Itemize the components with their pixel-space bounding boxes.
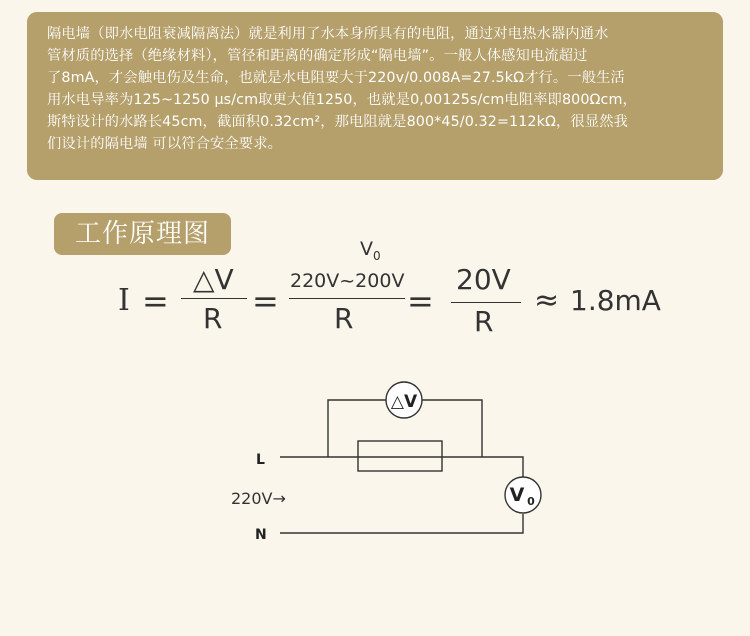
v0-meter-subscript: 0 — [527, 495, 535, 508]
current-symbol: I — [118, 283, 130, 318]
approx-sign: ≈ — [534, 283, 560, 318]
section-title: 工作原理图 — [54, 213, 231, 255]
description-line: 斯特设计的水路长45cm，截面积0.32cm²，那电阻就是800*45/0.32=112kΩ，很显然我 — [47, 114, 629, 130]
resistor-symbol — [358, 441, 442, 471]
neutral-terminal-label: N — [255, 527, 267, 543]
fraction-3-denominator: R — [474, 305, 494, 338]
v0-label: $V_0$ — [360, 238, 381, 263]
v0-meter-label: V — [509, 484, 525, 506]
description-line: 了8mA，才会触电伤及生命，也就是水电阻要大于220v/0.008A=27.5kΩ才行。一般生活 — [47, 70, 625, 86]
v0-subscript: 0 — [373, 248, 381, 263]
wire-bypass-right — [422, 400, 482, 457]
equals-sign-1: = — [142, 282, 169, 320]
description-line: 隔电墙（即水电阻衰减隔离法）就是利用了水本身所具有的电阻，通过对电热水器内通水 — [47, 26, 609, 42]
supply-voltage-label: 220V→ — [231, 489, 286, 508]
live-terminal-label: L — [256, 452, 265, 468]
description-line: 们设计的隔电墙 可以符合安全要求。 — [47, 136, 282, 152]
fraction-2-numerator: 220V~200V — [290, 270, 405, 292]
fraction-2-denominator: R — [334, 302, 354, 335]
wire-live — [280, 457, 523, 477]
result-value: 1.8mA — [570, 284, 661, 317]
description-line: 管材质的选择（绝缘材料），管径和距离的确定形成“隔电墙”。一般人体感知电流超过 — [47, 48, 588, 64]
fraction-3-numerator: 20V — [456, 263, 511, 296]
delta-v-meter-label: △V — [390, 392, 418, 412]
description-line: 用水电导率为125~1250 μs/cm取更大值1250，也就是0,00125s/cm电阻率即800Ωcm， — [47, 92, 637, 108]
equals-sign-3: = — [407, 282, 434, 320]
equals-sign-2: = — [252, 282, 279, 320]
wire-bypass-left — [328, 400, 386, 457]
fraction-1-denominator: R — [203, 302, 223, 335]
wire-neutral — [280, 514, 523, 533]
fraction-1-numerator: △V — [193, 263, 234, 296]
